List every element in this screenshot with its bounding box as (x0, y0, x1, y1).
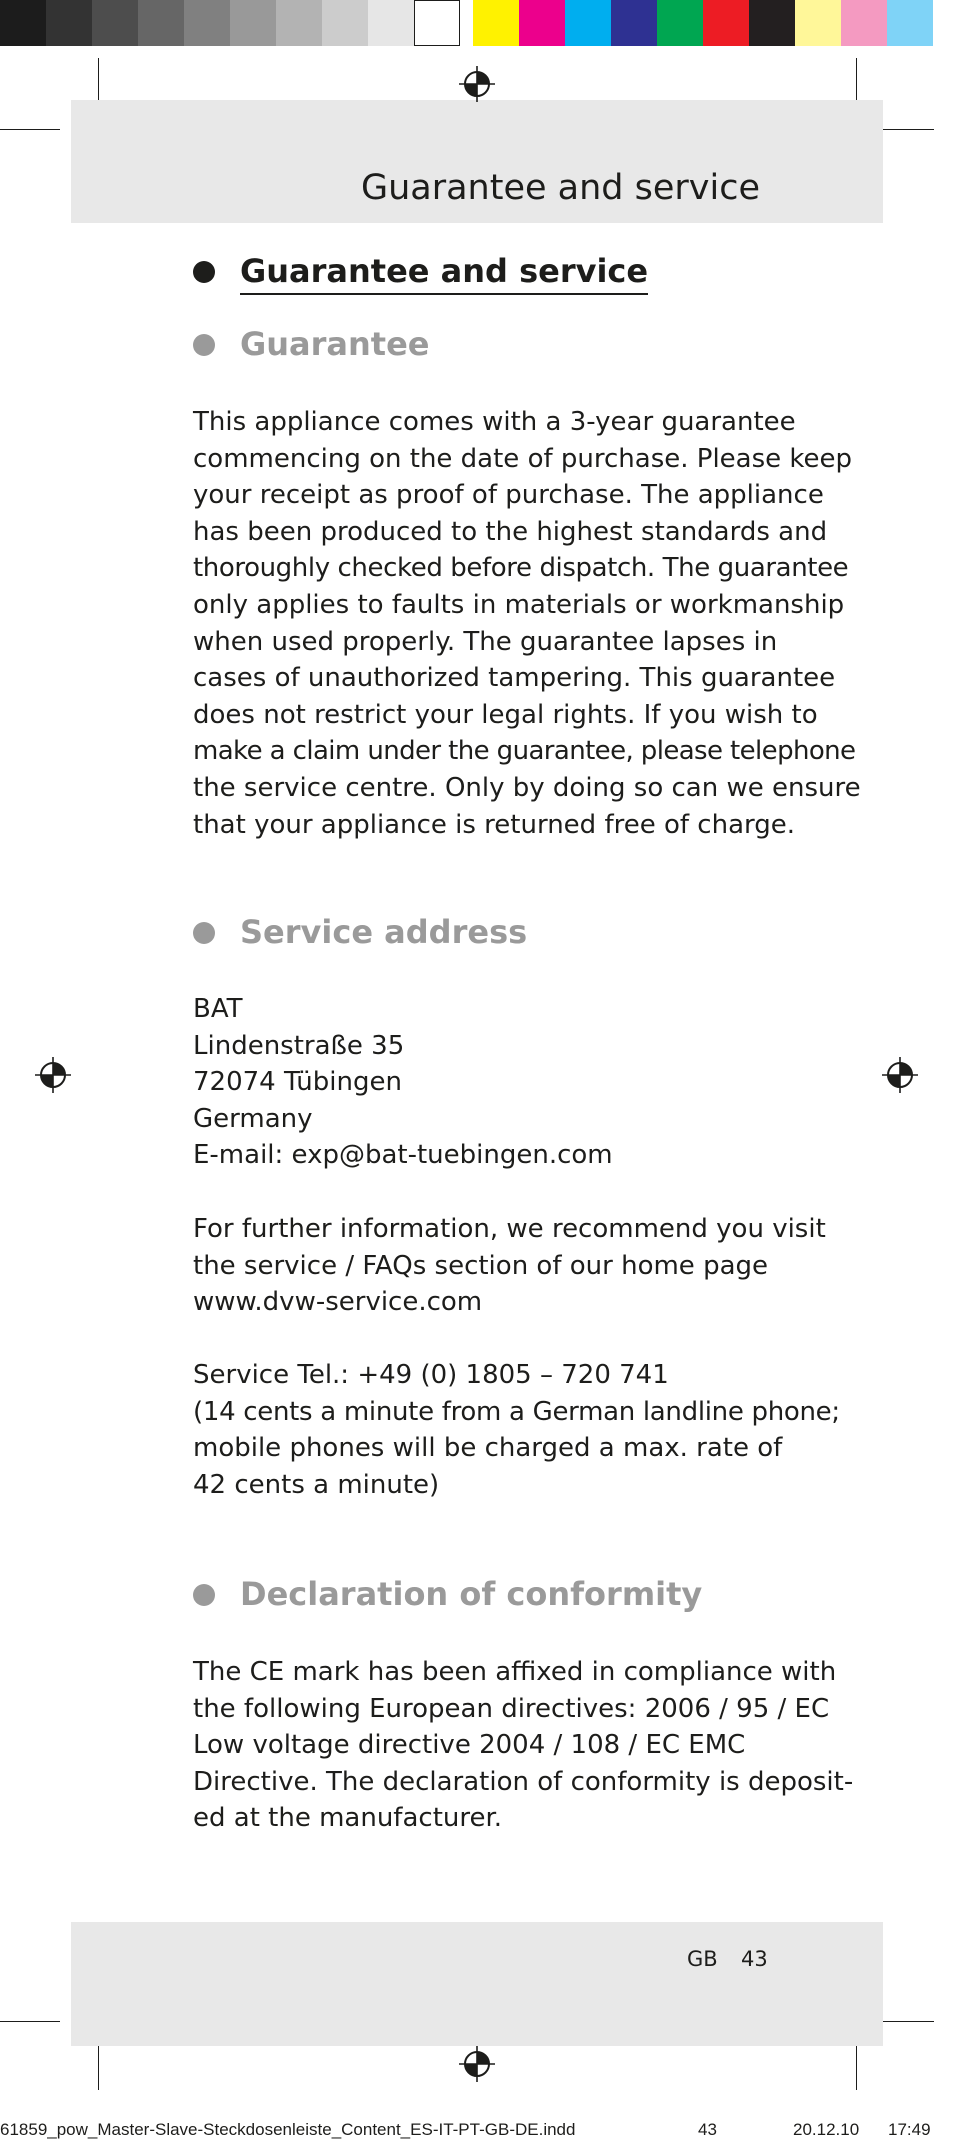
color-swatch (657, 0, 703, 46)
text-line: make a claim under the guarantee, please telephone (193, 736, 856, 767)
text-line: This appliance comes with a 3-year guarantee (193, 407, 796, 437)
text-line: your receipt as proof of purchase. The appliance (193, 480, 824, 511)
color-swatch (519, 0, 565, 46)
color-swatch (230, 0, 276, 46)
conformity-text (193, 1654, 854, 1837)
text-line: 42 cents a minute) (193, 1469, 440, 1500)
color-swatch (368, 0, 414, 46)
text-line: Low voltage directive 2004 / 108 / EC EMC (193, 1730, 746, 1761)
section-title-guarantee: Guarantee (240, 325, 430, 363)
text-line: mobile phones will be charged a max. rate of (193, 1433, 783, 1464)
color-swatch (795, 0, 841, 46)
service-telephone (193, 1357, 840, 1503)
text-line: (14 cents a minute from a German landline phone; (193, 1396, 840, 1427)
bullet-icon (193, 334, 215, 356)
color-swatch (184, 0, 230, 46)
color-swatch (841, 0, 887, 46)
crop-mark (98, 2045, 99, 2090)
color-swatch (46, 0, 92, 46)
text-line: the service centre. Only by doing so can we ensure (193, 772, 861, 803)
color-swatch (749, 0, 795, 46)
registration-mark-icon (457, 2044, 497, 2084)
section-title-guarantee-and-service: Guarantee and service (240, 252, 648, 295)
color-swatch (565, 0, 611, 46)
service-address (193, 991, 773, 1174)
text-line: thoroughly checked before dispatch. The guarantee (193, 553, 849, 584)
text-line: has been produced to the highest standards and (193, 516, 828, 547)
address-line: 72074 Tübingen (193, 1067, 402, 1098)
bullet-icon (193, 922, 215, 944)
color-swatch (611, 0, 657, 46)
text-line: does not restrict your legal rights. If you wish to (193, 699, 818, 730)
text-line: The CE mark has been affixed in compliance with (193, 1657, 837, 1687)
registration-mark-icon (33, 1055, 73, 1095)
slug-time: 17:49 (888, 2120, 931, 2139)
color-swatch (887, 0, 933, 46)
crop-mark (98, 58, 99, 103)
crop-mark (0, 2021, 60, 2022)
section-title-declaration-of-conformity: Declaration of conformity (240, 1575, 703, 1613)
footer-country-code: GB (687, 1947, 718, 1971)
color-calibration-bar (0, 0, 933, 46)
text-line: the following European directives: 2006 / 95 / EC (193, 1693, 830, 1724)
email-line: E-mail: exp@bat-tuebingen.com (193, 1140, 613, 1171)
service-info (193, 1211, 826, 1321)
footer-page-number: 43 (741, 1947, 768, 1971)
text-line: cases of unauthorized tampering. This guarantee (193, 663, 836, 694)
text-line: Directive. The declaration of conformity is deposit- (193, 1766, 854, 1797)
address-line: Lindenstraße 35 (193, 1030, 405, 1061)
crop-mark (878, 2021, 934, 2022)
text-line: For further information, we recommend you visit (193, 1214, 826, 1244)
text-line: when used properly. The guarantee lapses in (193, 626, 778, 657)
text-line: Service Tel.: +49 (0) 1805 – 720 741 (193, 1360, 669, 1390)
website-line: www.dvw-service.com (193, 1287, 483, 1318)
bullet-icon (193, 1584, 215, 1606)
slug-page: 43 (698, 2120, 717, 2139)
crop-mark (878, 129, 934, 130)
color-swatch (92, 0, 138, 46)
text-line: that your appliance is returned free of charge. (193, 809, 795, 840)
slug-date: 20.12.10 (793, 2120, 860, 2139)
color-swatch (414, 0, 460, 46)
address-line: Germany (193, 1103, 313, 1134)
crop-mark (856, 58, 857, 103)
crop-mark (856, 2045, 857, 2090)
text-line: commencing on the date of purchase. Please keep (193, 443, 853, 474)
color-swatch (473, 0, 519, 46)
registration-mark-icon (457, 64, 497, 104)
address-line: BAT (193, 994, 243, 1024)
slug-filename: 61859_pow_Master-Slave-Steckdosenleiste_Content_ES-IT-PT-GB-DE.indd (0, 2120, 576, 2139)
color-swatch (0, 0, 46, 46)
bullet-icon (193, 261, 215, 283)
text-line: the service / FAQs section of our home page (193, 1250, 769, 1281)
color-swatch (703, 0, 749, 46)
text-line: ed at the manufacturer. (193, 1803, 503, 1834)
text-line: only applies to faults in materials or workmanship (193, 589, 845, 620)
page-header-title: Guarantee and service (360, 168, 760, 208)
section-title-service-address: Service address (240, 913, 528, 951)
registration-mark-icon (880, 1055, 920, 1095)
color-swatch (322, 0, 368, 46)
color-swatch (276, 0, 322, 46)
color-swatch (138, 0, 184, 46)
crop-mark (0, 129, 60, 130)
guarantee-text (193, 404, 861, 843)
footer-panel (71, 1922, 883, 2046)
